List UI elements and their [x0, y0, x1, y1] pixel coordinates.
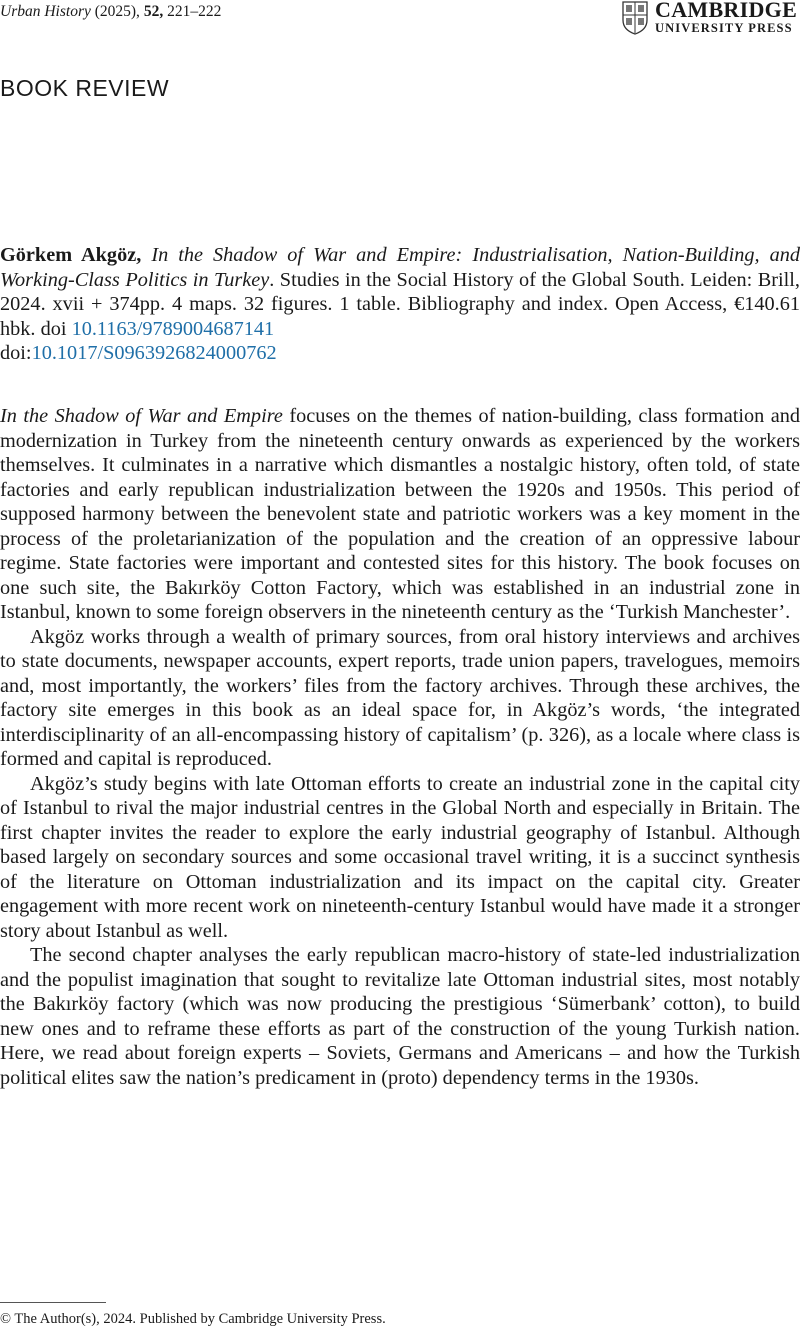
paragraph-3: Akgöz’s study begins with late Ottoman efforts to create an industrial zone in the capital city of Istanbul to rival the major industrial centres in the Global North and especially in Britain. The first chapter invites the reader to explore the early industrial geography of Istanbul. Although based largely on secondary sources and some occasional travel writing, it is a succinct synthesis of the literature on Ottoman industrialization and its impact on the capital city. Greater engagement with more recent work on nineteenth-century Istanbul would have made it a stronger story about Istanbul as well.	[0, 772, 800, 942]
paragraph-4: The second chapter analyses the early republican macro-history of state-led industrialization and the populist imagination that sought to revitalize late Ottoman industrial sites, most notably the Bakırköy factory (which was now producing the prestigious ‘Sümerbank’ cotton), to build new ones and to reframe these efforts as part of the construction of the young Turkish nation. Here, we read about foreign experts – Soviets, Germans and Americans – and how the Turkish political elites saw the nation’s predicament in (proto) dependency terms in the 1930s.	[0, 944, 800, 1089]
journal-year: (2025),	[94, 3, 140, 20]
journal-volume: 52,	[143, 3, 164, 20]
book-title-inline: In the Shadow of War and Empire	[0, 405, 283, 427]
publisher-logo	[622, 0, 800, 38]
review-doi-link[interactable]: 10.1017/S0963926824000762	[31, 342, 277, 364]
journal-title: Urban History	[0, 3, 91, 20]
section-heading: BOOK REVIEW	[0, 75, 170, 101]
university-crest-icon	[622, 1, 648, 35]
paragraph-1	[0, 404, 800, 625]
journal-pages: 221–222	[167, 3, 222, 20]
review-body	[0, 404, 800, 1090]
copyright-notice: © The Author(s), 2024. Published by Cambridge University Press.	[0, 1311, 386, 1327]
citation-title: In the Shadow of War and Empire: Industrialisation, Nation-Building, and Working-Class Politics in Turkey	[0, 244, 800, 291]
book-doi-link[interactable]: 10.1163/9789004687141	[71, 317, 275, 340]
publisher-name: CAMBRIDGE	[655, 0, 798, 22]
review-doi-prefix: doi:	[0, 342, 32, 364]
citation-author: Görkem Akgöz,	[0, 244, 142, 266]
paragraph-2: Akgöz works through a wealth of primary sources, from oral history interviews and archives to state documents, newspaper accounts, expert reports, trade union papers, travelogues, memoirs and, most importantly, the workers’ files from the factory archives. Through these archives, the factory site emerges in this book as an ideal space for, in Akgöz’s words, ‘the integrated interdisciplinarity of an all-encompassing history of capitalism’ (p. 326), as a locale where class is formed and capital is reproduced.	[0, 625, 800, 770]
book-citation	[0, 243, 800, 366]
footer-divider	[0, 1302, 106, 1303]
journal-reference	[0, 2, 221, 22]
paragraph-1-text: focuses on the themes of nation-building, class formation and modernization in Turkey from the nineteenth century onwards as experienced by the workers themselves. It culminates in a narrative which dismantles a nostalgic history, often told, of state factories and early republican industrialization between the 1920s and 1950s. This period of supposed harmony between the benevolent state and patriotic workers was a key moment in the process of the proletarianization of the population and the creation of an oppressive labour regime. State factories were important and contested sites for this history. The book focuses on one such site, the Bakırköy Cotton Factory, which was established in an industrial zone in Istanbul, known to some foreign observers in the nineteenth century as the ‘Turkish Manchester’.	[0, 405, 800, 623]
citation-details: . Studies in the Social History of the Global South. Leiden: Brill, 2024. xvii + 374pp. 4 maps. 32 figures. 1 table. Bibliography and index. Open Access, €140.61 hbk. doi	[0, 268, 800, 340]
publisher-subtitle: UNIVERSITY PRESS	[655, 21, 793, 35]
